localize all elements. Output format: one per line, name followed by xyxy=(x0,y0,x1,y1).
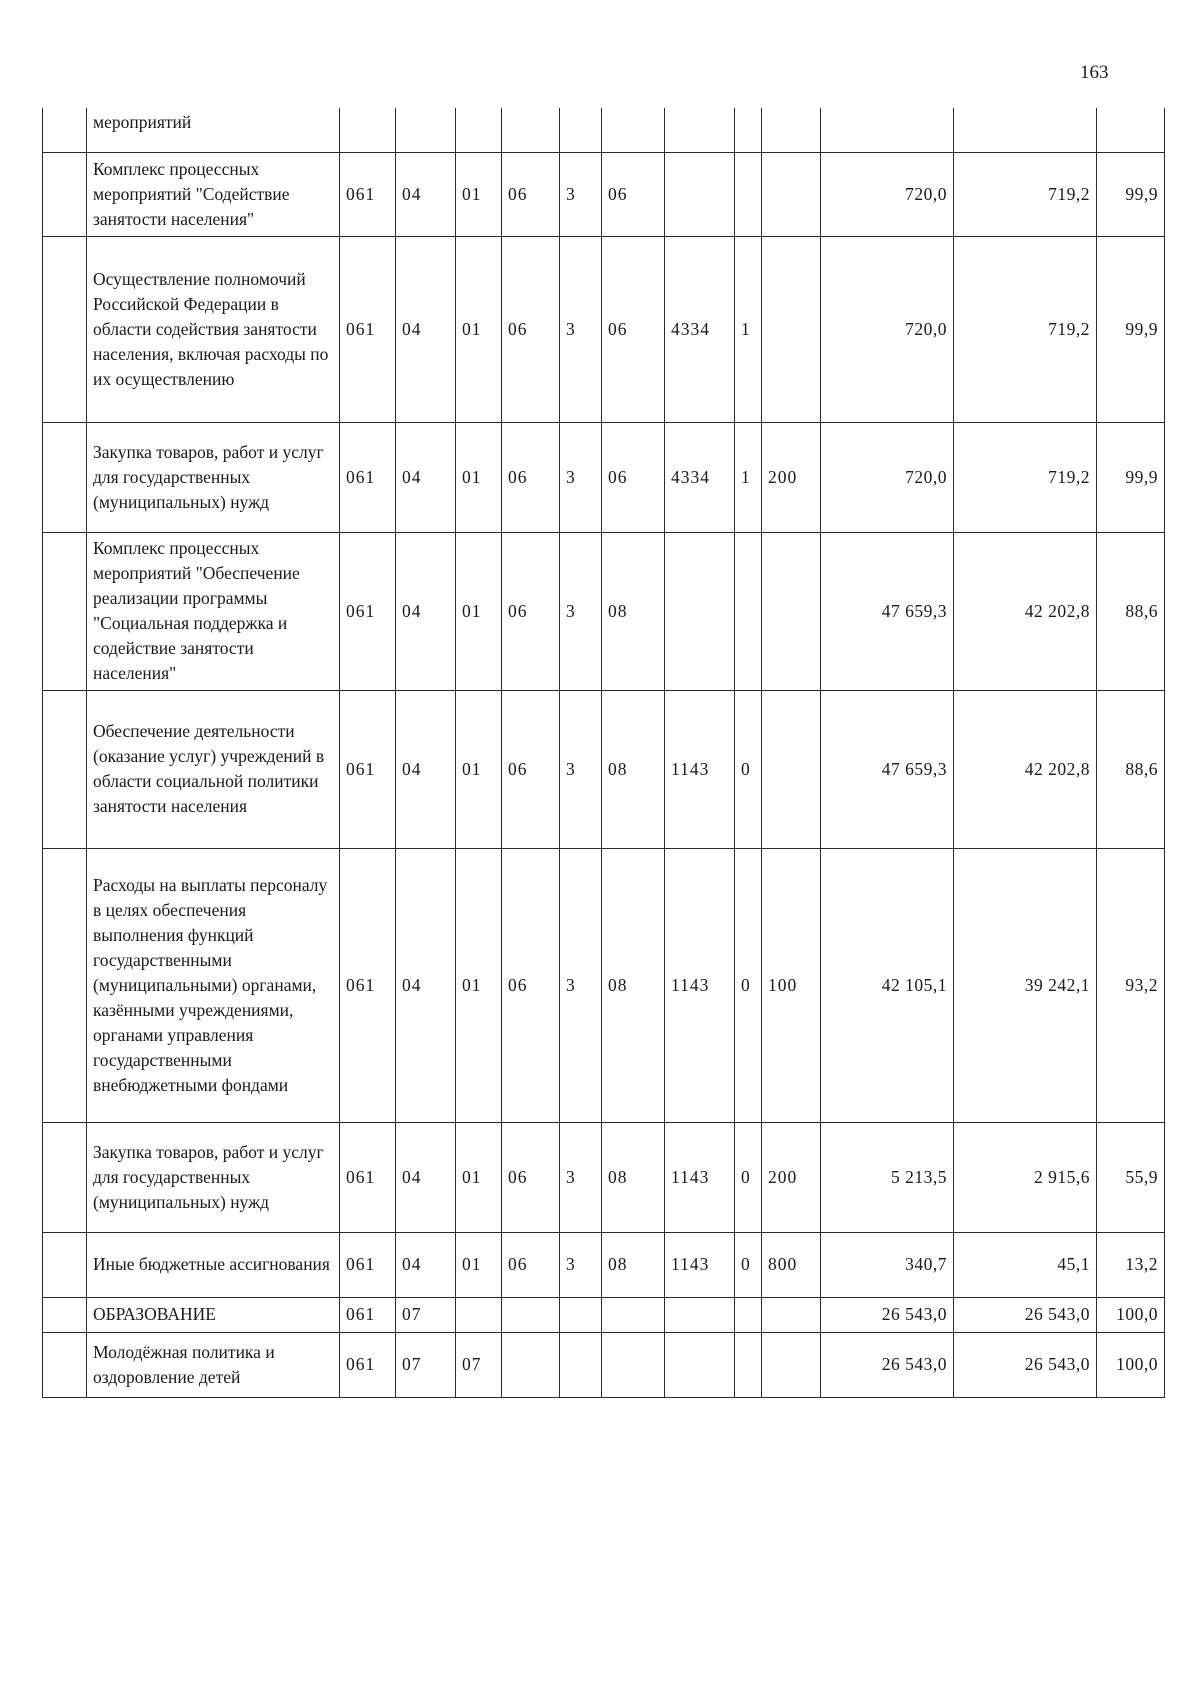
direction-suffix-cell xyxy=(735,1332,762,1397)
rz-code-cell: 04 xyxy=(396,690,456,848)
measure-code-cell: 08 xyxy=(602,1232,665,1297)
row-name-cell: Комплекс процессных мероприятий "Обеспечение реализации программы "Социальная поддержка и содействие занятости населения" xyxy=(87,532,340,690)
gr-code-cell xyxy=(340,108,396,152)
plan-amount-cell: 26 543,0 xyxy=(821,1297,954,1332)
gr-code-cell: 061 xyxy=(340,236,396,422)
percent-cell: 13,2 xyxy=(1097,1232,1165,1297)
pr-code-cell: 01 xyxy=(456,236,502,422)
fact-amount-cell: 719,2 xyxy=(954,236,1097,422)
row-number-cell xyxy=(43,690,87,848)
fact-amount-cell xyxy=(954,108,1097,152)
direction-code-cell xyxy=(665,1332,735,1397)
fact-amount-cell: 42 202,8 xyxy=(954,690,1097,848)
plan-amount-cell xyxy=(821,108,954,152)
pr-code-cell: 07 xyxy=(456,1332,502,1397)
program-code-cell: 06 xyxy=(502,1122,560,1232)
direction-code-cell xyxy=(665,532,735,690)
pr-code-cell: 01 xyxy=(456,152,502,236)
expense-type-cell xyxy=(762,236,821,422)
direction-suffix-cell xyxy=(735,152,762,236)
program-code-cell: 06 xyxy=(502,236,560,422)
fact-amount-cell: 2 915,6 xyxy=(954,1122,1097,1232)
measure-code-cell: 08 xyxy=(602,1122,665,1232)
measure-code-cell xyxy=(602,1297,665,1332)
page-number: 163 xyxy=(1080,62,1109,83)
direction-code-cell: 1143 xyxy=(665,1232,735,1297)
plan-amount-cell: 720,0 xyxy=(821,422,954,532)
row-name-cell: Комплекс процессных мероприятий "Содействие занятости населения" xyxy=(87,152,340,236)
row-number-cell xyxy=(43,1232,87,1297)
program-code-cell: 06 xyxy=(502,848,560,1122)
percent-cell: 99,9 xyxy=(1097,422,1165,532)
program-code-cell xyxy=(502,108,560,152)
expense-type-cell xyxy=(762,152,821,236)
gr-code-cell: 061 xyxy=(340,690,396,848)
gr-code-cell: 061 xyxy=(340,1122,396,1232)
row-name-cell: ОБРАЗОВАНИЕ xyxy=(87,1297,340,1332)
fact-amount-cell: 719,2 xyxy=(954,152,1097,236)
subprogram-code-cell: 3 xyxy=(560,152,602,236)
gr-code-cell: 061 xyxy=(340,1332,396,1397)
gr-code-cell: 061 xyxy=(340,1297,396,1332)
plan-amount-cell: 47 659,3 xyxy=(821,690,954,848)
subprogram-code-cell: 3 xyxy=(560,532,602,690)
rz-code-cell: 04 xyxy=(396,1122,456,1232)
row-number-cell xyxy=(43,152,87,236)
table-row xyxy=(43,1122,1165,1232)
subprogram-code-cell: 3 xyxy=(560,1122,602,1232)
row-name-cell: Обеспечение деятельности (оказание услуг) учреждений в области социальной политики занятости населения xyxy=(87,690,340,848)
percent-cell: 100,0 xyxy=(1097,1297,1165,1332)
row-name-cell: Молодёжная политика и оздоровление детей xyxy=(87,1332,340,1397)
program-code-cell xyxy=(502,1332,560,1397)
plan-amount-cell: 5 213,5 xyxy=(821,1122,954,1232)
plan-amount-cell: 26 543,0 xyxy=(821,1332,954,1397)
fact-amount-cell: 719,2 xyxy=(954,422,1097,532)
fact-amount-cell: 26 543,0 xyxy=(954,1297,1097,1332)
row-number-cell xyxy=(43,532,87,690)
row-number-cell xyxy=(43,422,87,532)
expense-type-cell xyxy=(762,1297,821,1332)
direction-suffix-cell xyxy=(735,1297,762,1332)
expense-type-cell xyxy=(762,1332,821,1397)
direction-suffix-cell xyxy=(735,108,762,152)
measure-code-cell: 08 xyxy=(602,532,665,690)
row-number-cell xyxy=(43,1122,87,1232)
pr-code-cell: 01 xyxy=(456,532,502,690)
direction-code-cell: 1143 xyxy=(665,690,735,848)
plan-amount-cell: 720,0 xyxy=(821,236,954,422)
plan-amount-cell: 340,7 xyxy=(821,1232,954,1297)
direction-code-cell: 1143 xyxy=(665,1122,735,1232)
plan-amount-cell: 42 105,1 xyxy=(821,848,954,1122)
percent-cell xyxy=(1097,108,1165,152)
direction-suffix-cell: 0 xyxy=(735,1122,762,1232)
gr-code-cell: 061 xyxy=(340,532,396,690)
fact-amount-cell: 45,1 xyxy=(954,1232,1097,1297)
percent-cell: 93,2 xyxy=(1097,848,1165,1122)
percent-cell: 99,9 xyxy=(1097,152,1165,236)
direction-code-cell: 1143 xyxy=(665,848,735,1122)
direction-code-cell: 4334 xyxy=(665,422,735,532)
gr-code-cell: 061 xyxy=(340,848,396,1122)
row-name-cell: Закупка товаров, работ и услуг для государственных (муниципальных) нужд xyxy=(87,422,340,532)
pr-code-cell xyxy=(456,1297,502,1332)
subprogram-code-cell xyxy=(560,1297,602,1332)
plan-amount-cell: 47 659,3 xyxy=(821,532,954,690)
pr-code-cell: 01 xyxy=(456,1122,502,1232)
table-row xyxy=(43,236,1165,422)
percent-cell: 88,6 xyxy=(1097,532,1165,690)
pr-code-cell: 01 xyxy=(456,422,502,532)
direction-code-cell xyxy=(665,1297,735,1332)
expense-type-cell: 800 xyxy=(762,1232,821,1297)
program-code-cell: 06 xyxy=(502,152,560,236)
row-number-cell xyxy=(43,848,87,1122)
table-row xyxy=(43,1232,1165,1297)
table-row xyxy=(43,532,1165,690)
percent-cell: 88,6 xyxy=(1097,690,1165,848)
table-row xyxy=(43,848,1165,1122)
direction-suffix-cell: 1 xyxy=(735,422,762,532)
measure-code-cell xyxy=(602,1332,665,1397)
gr-code-cell: 061 xyxy=(340,152,396,236)
program-code-cell: 06 xyxy=(502,690,560,848)
pr-code-cell: 01 xyxy=(456,848,502,1122)
measure-code-cell: 06 xyxy=(602,236,665,422)
measure-code-cell: 06 xyxy=(602,152,665,236)
fact-amount-cell: 39 242,1 xyxy=(954,848,1097,1122)
direction-suffix-cell: 1 xyxy=(735,236,762,422)
measure-code-cell: 06 xyxy=(602,422,665,532)
rz-code-cell: 04 xyxy=(396,152,456,236)
row-number-cell xyxy=(43,1332,87,1397)
rz-code-cell: 04 xyxy=(396,532,456,690)
expense-type-cell xyxy=(762,690,821,848)
expense-type-cell: 200 xyxy=(762,422,821,532)
subprogram-code-cell: 3 xyxy=(560,690,602,848)
expense-type-cell xyxy=(762,532,821,690)
gr-code-cell: 061 xyxy=(340,1232,396,1297)
row-name-cell: Закупка товаров, работ и услуг для государственных (муниципальных) нужд xyxy=(87,1122,340,1232)
table-row xyxy=(43,690,1165,848)
percent-cell: 99,9 xyxy=(1097,236,1165,422)
expense-type-cell xyxy=(762,108,821,152)
percent-cell: 100,0 xyxy=(1097,1332,1165,1397)
table-row xyxy=(43,152,1165,236)
expense-type-cell: 100 xyxy=(762,848,821,1122)
table-row xyxy=(43,422,1165,532)
row-number-cell xyxy=(43,1297,87,1332)
rz-code-cell: 04 xyxy=(396,422,456,532)
table-row xyxy=(43,108,1165,152)
fact-amount-cell: 42 202,8 xyxy=(954,532,1097,690)
budget-table xyxy=(42,108,1165,1398)
subprogram-code-cell: 3 xyxy=(560,1232,602,1297)
pr-code-cell xyxy=(456,108,502,152)
subprogram-code-cell xyxy=(560,1332,602,1397)
table-row xyxy=(43,1297,1165,1332)
row-name-cell: мероприятий xyxy=(87,108,340,152)
row-number-cell xyxy=(43,236,87,422)
program-code-cell: 06 xyxy=(502,422,560,532)
row-number-cell xyxy=(43,108,87,152)
direction-code-cell xyxy=(665,108,735,152)
program-code-cell: 06 xyxy=(502,1232,560,1297)
pr-code-cell: 01 xyxy=(456,690,502,848)
direction-suffix-cell: 0 xyxy=(735,848,762,1122)
expense-type-cell: 200 xyxy=(762,1122,821,1232)
subprogram-code-cell xyxy=(560,108,602,152)
rz-code-cell xyxy=(396,108,456,152)
row-name-cell: Осуществление полномочий Российской Федерации в области содействия занятости населения, включая расходы по их осуществлению xyxy=(87,236,340,422)
rz-code-cell: 07 xyxy=(396,1297,456,1332)
pr-code-cell: 01 xyxy=(456,1232,502,1297)
row-name-cell: Иные бюджетные ассигнования xyxy=(87,1232,340,1297)
direction-suffix-cell xyxy=(735,532,762,690)
program-code-cell xyxy=(502,1297,560,1332)
direction-suffix-cell: 0 xyxy=(735,1232,762,1297)
rz-code-cell: 04 xyxy=(396,848,456,1122)
fact-amount-cell: 26 543,0 xyxy=(954,1332,1097,1397)
rz-code-cell: 07 xyxy=(396,1332,456,1397)
measure-code-cell: 08 xyxy=(602,690,665,848)
measure-code-cell xyxy=(602,108,665,152)
measure-code-cell: 08 xyxy=(602,848,665,1122)
program-code-cell: 06 xyxy=(502,532,560,690)
table-row xyxy=(43,1332,1165,1397)
rz-code-cell: 04 xyxy=(396,236,456,422)
direction-suffix-cell: 0 xyxy=(735,690,762,848)
direction-code-cell xyxy=(665,152,735,236)
subprogram-code-cell: 3 xyxy=(560,848,602,1122)
gr-code-cell: 061 xyxy=(340,422,396,532)
direction-code-cell: 4334 xyxy=(665,236,735,422)
rz-code-cell: 04 xyxy=(396,1232,456,1297)
subprogram-code-cell: 3 xyxy=(560,422,602,532)
subprogram-code-cell: 3 xyxy=(560,236,602,422)
plan-amount-cell: 720,0 xyxy=(821,152,954,236)
percent-cell: 55,9 xyxy=(1097,1122,1165,1232)
row-name-cell: Расходы на выплаты персоналу в целях обеспечения выполнения функций государственными (муниципальными) органами, казёнными учреждениями, органами управления государственными внебюджетными фондами xyxy=(87,848,340,1122)
